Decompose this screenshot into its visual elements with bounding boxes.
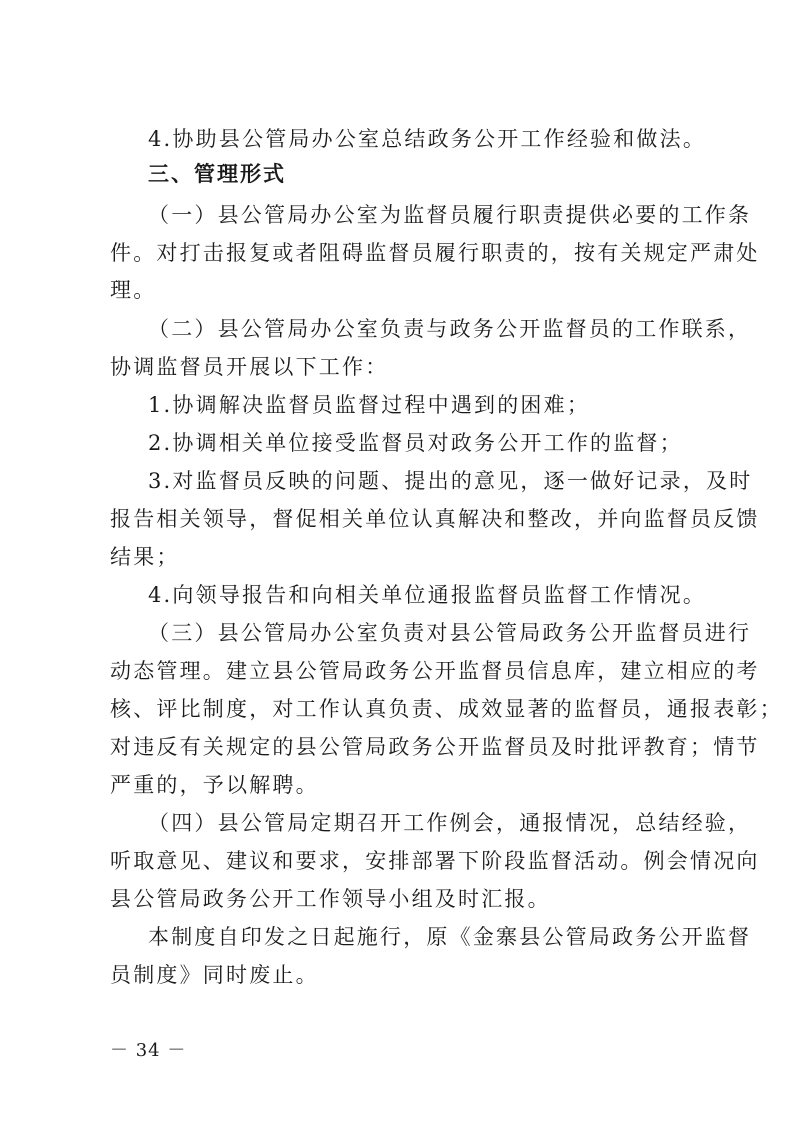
paragraph-line: 报告相关领导，督促相关单位认真解决和整改，并向监督员反馈 — [110, 507, 760, 531]
paragraph-line: 严重的，予以解聘。 — [110, 773, 319, 797]
paragraph-line: 3.对监督员反映的问题、提出的意见，逐一做好记录，及时 — [148, 469, 753, 493]
paragraph-line: 协调监督员开展以下工作： — [110, 355, 389, 379]
paragraph-line: 本制度自印发之日起施行，原《金寨县公管局政务公开监督 — [148, 925, 752, 949]
paragraph-line: （二）县公管局办公室负责与政务公开监督员的工作联系， — [148, 317, 752, 341]
section-heading: 三、管理形式 — [148, 162, 286, 186]
paragraph-line: 员制度》同时废止。 — [110, 963, 319, 987]
paragraph-line: 4.协助县公管局办公室总结政务公开工作经验和做法。 — [148, 127, 707, 151]
paragraph-line: 件。对打击报复或者阻碍监督员履行职责的，按有关规定严肃处 — [110, 241, 760, 265]
paragraph-line: 理。 — [110, 278, 157, 302]
paragraph-line: 县公管局政务公开工作领导小组及时汇报。 — [110, 887, 551, 911]
paragraph-line: 1.协调解决监督员监督过程中遇到的困难； — [148, 393, 591, 417]
paragraph-line: （一）县公管局办公室为监督员履行职责提供必要的工作条 — [148, 203, 752, 227]
paragraph-line: 对违反有关规定的县公管局政务公开监督员及时批评教育；情节 — [110, 735, 760, 759]
paragraph-line: （四）县公管局定期召开工作例会，通报情况，总结经验， — [148, 811, 752, 835]
paragraph-line: （三）县公管局办公室负责对县公管局政务公开监督员进行 — [148, 621, 752, 645]
page-number: － 34 － — [110, 1040, 187, 1061]
paragraph-line: 核、评比制度，对工作认真负责、成效显著的监督员，通报表彰； — [110, 697, 783, 721]
paragraph-line: 2.协调相关单位接受监督员对政务公开工作的监督； — [148, 431, 683, 455]
paragraph-line: 4.向领导报告和向相关单位通报监督员监督工作情况。 — [148, 583, 707, 607]
paragraph-line: 听取意见、建议和要求，安排部署下阶段监督活动。例会情况向 — [110, 849, 760, 873]
paragraph-line: 动态管理。建立县公管局政务公开监督员信息库，建立相应的考 — [110, 659, 760, 683]
paragraph-line: 结果； — [110, 545, 180, 569]
